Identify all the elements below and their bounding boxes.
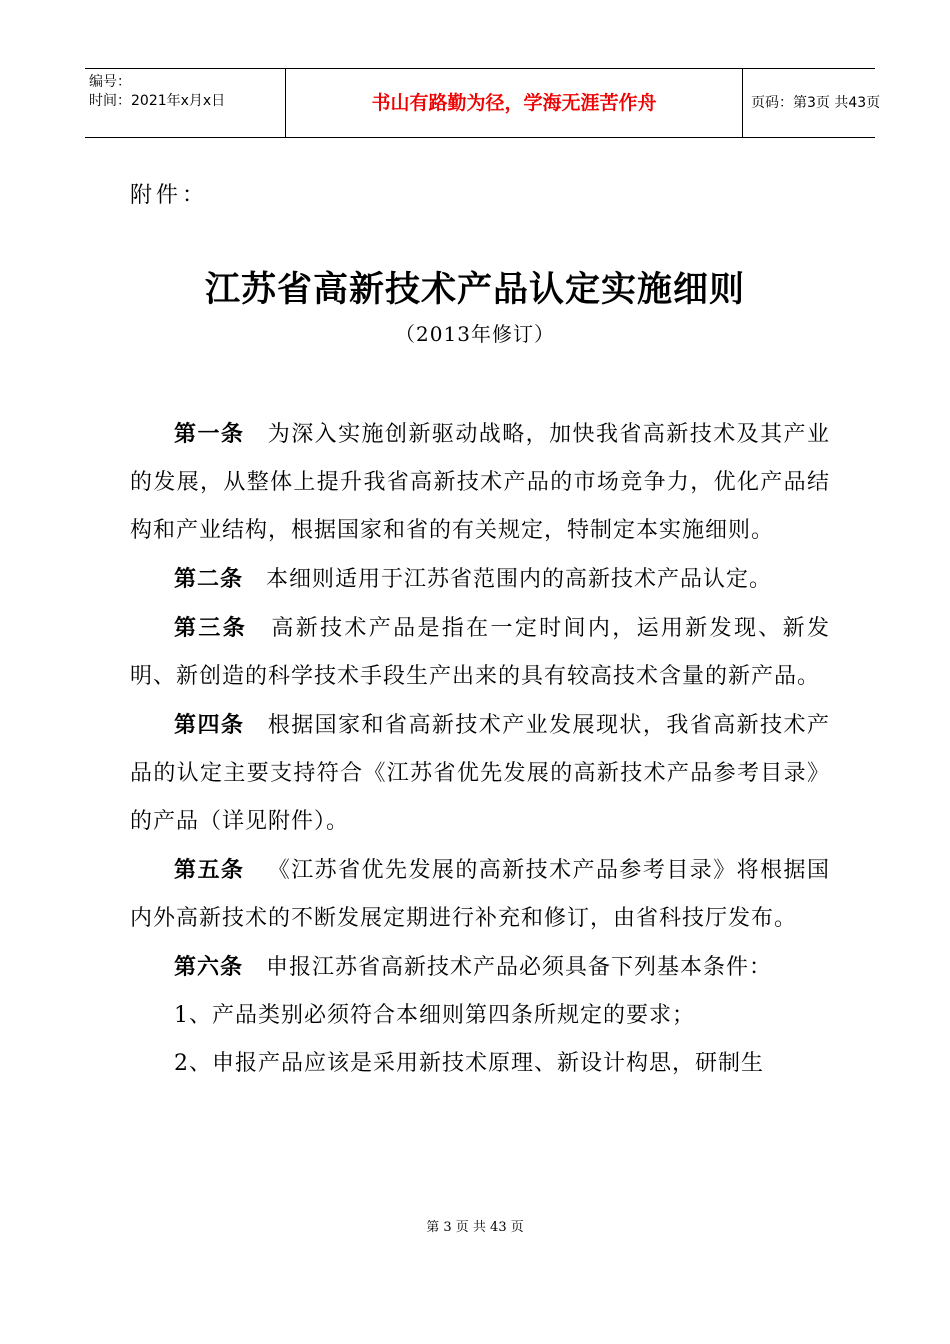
header-page-info: 页码：第3页 共43页 (751, 95, 881, 111)
article-text: 《江苏省优先发展的高新技术产品参考目录》将根据国内外高新技术的不断发展定期进行补充和修订，由省科技厅发布。 (130, 858, 830, 931)
article-text: 为深入实施创新驱动战略，加快我省高新技术及其产业的发展，从整体上提升我省高新技术产品的市场竞争力，优化产品结构和产业结构，根据国家和省的有关规定，特制定本实施细则。 (130, 422, 830, 543)
page-footer: 第 3 页 共 43 页 (426, 1220, 524, 1235)
article-text: 高新技术产品是指在一定时间内，运用新发现、新发明、新创造的科学技术手段生产出来的具有较高技术含量的新产品。 (130, 616, 830, 689)
article-text: 申报江苏省高新技术产品必须具备下列基本条件： (266, 955, 773, 980)
article-1 (130, 410, 830, 555)
time-label: 时间：2021年x月x日 (89, 93, 226, 109)
article-3 (130, 604, 830, 701)
article-2 (130, 555, 830, 604)
article-label: 第三条 (174, 615, 248, 641)
article-4 (130, 701, 830, 846)
article-text: 本细则适用于江苏省范围内的高新技术产品认定。 (266, 567, 773, 592)
header-meta (85, 69, 285, 137)
article-text: 根据国家和省高新技术产业发展现状，我省高新技术产品的认定主要支持符合《江苏省优先发展的高新技术产品参考目录》的产品（详见附件）。 (130, 713, 830, 834)
document-title: 江苏省高新技术产品认定实施细则 (204, 269, 745, 310)
document-header (85, 68, 881, 138)
list-item: 1、产品类别必须符合本细则第四条所规定的要求； (174, 1003, 695, 1028)
article-5 (130, 846, 830, 943)
document-body (130, 410, 830, 1088)
article-6 (130, 943, 830, 992)
article-label: 第一条 (174, 421, 245, 447)
article-label: 第四条 (174, 712, 245, 738)
list-item: 2、申报产品应该是采用新技术原理、新设计构思，研制生 (174, 1051, 764, 1076)
number-label: 编号： (89, 74, 131, 90)
article-label: 第五条 (174, 857, 245, 883)
document-subtitle: （2013年修订） (395, 322, 555, 346)
header-motto: 书山有路勤为径，学海无涯苦作舟 (285, 69, 743, 137)
article-label: 第二条 (174, 566, 244, 592)
article-label: 第六条 (174, 954, 244, 980)
attachment-label: 附件： (130, 183, 209, 208)
